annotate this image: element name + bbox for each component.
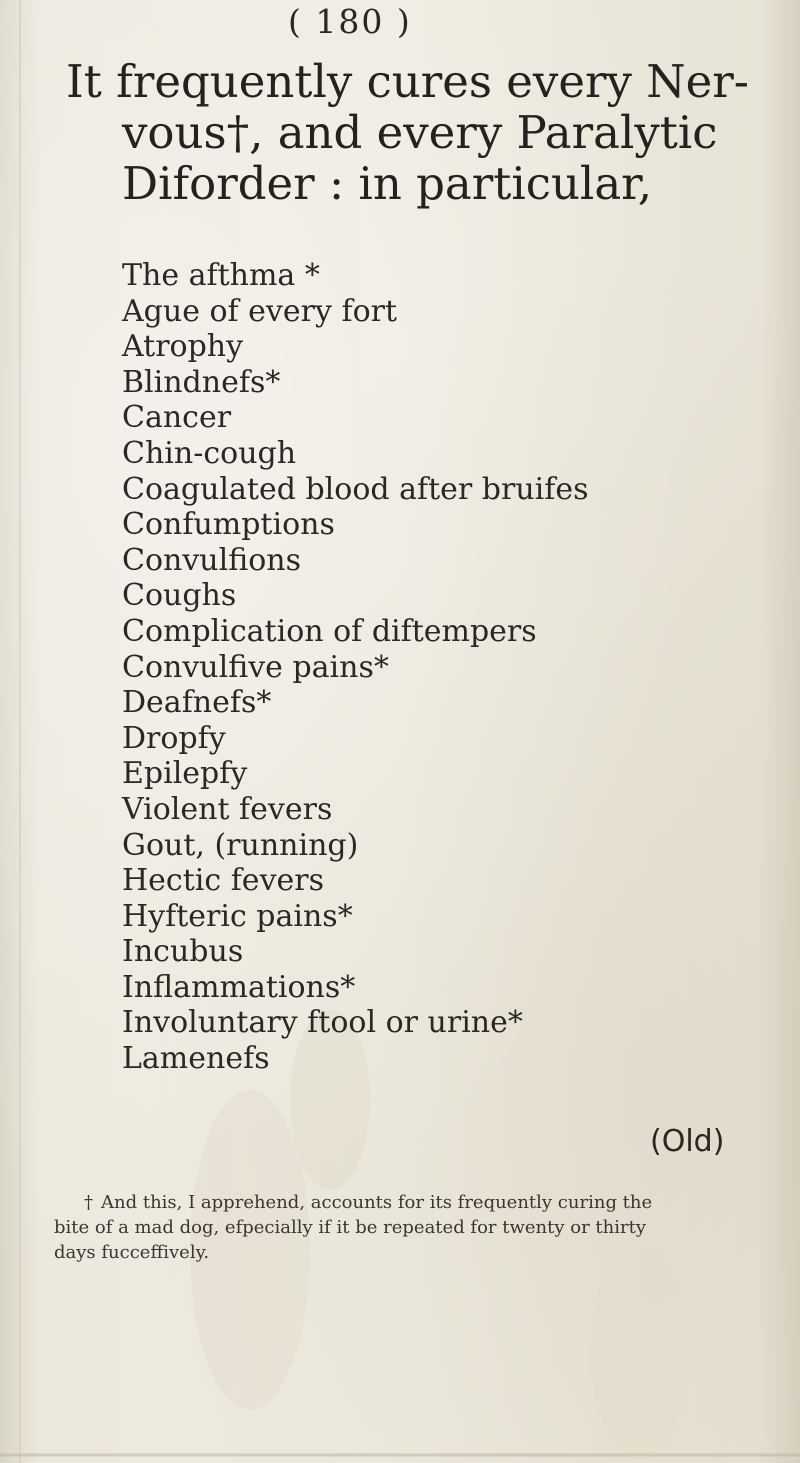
list-item: Coughs (122, 578, 237, 614)
list-item: Cancer (122, 400, 232, 436)
list-item: Atrophy (122, 329, 244, 365)
list-item: Lamenefs (122, 1041, 270, 1077)
list-item: Epilepfy (122, 756, 248, 792)
list-item: Confumptions (122, 507, 335, 543)
list-item: Chin-cough (122, 435, 297, 471)
heading-line-1: It frequently cures every Ner- (66, 55, 749, 108)
list-item: Complication of diftempers (122, 613, 537, 649)
list-item: Violent fevers (122, 791, 333, 827)
list-item: Dropfy (122, 720, 226, 756)
heading-line-2: vous†, and every Paralytic (122, 106, 718, 159)
list-item: Hectic fevers (122, 863, 325, 899)
footnote-mark: † (84, 1192, 93, 1213)
list-item: Deafnefs* (122, 685, 272, 721)
footnote-text-1: And this, I apprehend, accounts for its frequently curing the (101, 1192, 653, 1213)
footnote-line-2: bite of a mad dog, efpecially if it be repeated for twenty or thirty (54, 1217, 647, 1238)
footnote-line-3: days fucceffively. (54, 1242, 210, 1263)
list-item: Incubus (122, 934, 244, 970)
list-item: Gout, (running) (122, 827, 359, 863)
list-item: Convulfions (122, 542, 301, 578)
list-item: Involuntary ftool or urine* (122, 1005, 523, 1041)
catchword: (Old) (650, 1124, 725, 1159)
page-number: ( 180 ) (288, 2, 412, 41)
disorder-list (122, 258, 782, 1077)
footnote (54, 1190, 774, 1265)
list-item: Blindnefs* (122, 364, 281, 400)
list-item: Coagulated blood after bruifes (122, 471, 589, 507)
footnote-line-1 (84, 1190, 774, 1215)
heading-paragraph (66, 56, 786, 209)
list-item: Ague of every fort (122, 293, 398, 329)
list-item: Convulfive pains* (122, 649, 389, 685)
list-item: Hyfteric pains* (122, 898, 353, 934)
list-item: Inflammations* (122, 969, 356, 1005)
heading-line-3: Diforder : in particular, (122, 157, 653, 210)
list-item: The afthma * (122, 258, 320, 293)
